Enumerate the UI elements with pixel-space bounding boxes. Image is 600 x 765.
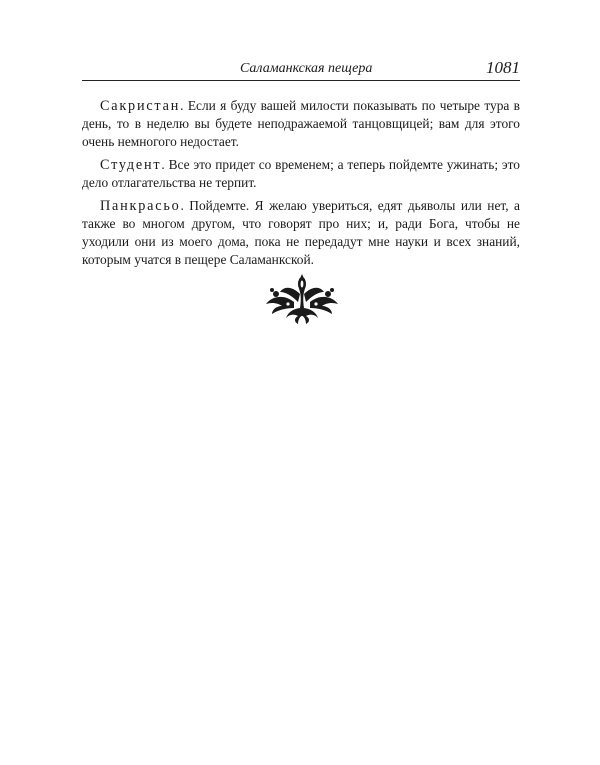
speech-text: Все это придет со временем; а теперь пойдемте ужинать; это дело отлагательства не терпит. [82,157,520,190]
running-title: Саламанкская пещера [240,61,373,76]
speaker-name: Сакристан [100,98,181,114]
dialogue-text [82,97,520,274]
header-rule [82,80,520,81]
dialogue-paragraph: Студент. Все это придет со временем; а теперь пойдемте ужинать; это дело отлагательства не терпит. [82,157,520,190]
floral-vignette-icon [264,272,340,326]
dialogue-paragraph: Сакристан. Если я буду вашей милости показывать по четыре тура в день, то в неделю вы будете неподражаемой танцовщицей; вам для этого очень немногого недостает. [82,98,520,149]
speech-text: Если я буду вашей милости показывать по четыре тура в день, то в неделю вы будете неподражаемой танцовщицей; вам для этого очень немногого недостает. [82,98,520,149]
running-header [82,60,520,80]
dialogue-paragraph: Панкрасьо. Пойдемте. Я желаю увериться, едят дьяволы или нет, а также во многом другом, что говорят про них; и, ради Бога, чтобы не уходили они из моего дома, пока не передадут мне науки и всех знаний, которым учатся в пещере Саламанкской. [82,198,520,267]
page-number: 1081 [486,58,520,77]
speaker-name: Студент [100,157,162,173]
speech-text: Пойдемте. Я желаю увериться, едят дьяволы или нет, а также во многом другом, что говорят про них; и, ради Бога, чтобы не уходили они из моего дома, пока не передадут мне науки и всех знаний, которым учатся в пещере Саламанкской. [82,198,520,267]
speaker-name: Панкрасьо [100,198,181,214]
